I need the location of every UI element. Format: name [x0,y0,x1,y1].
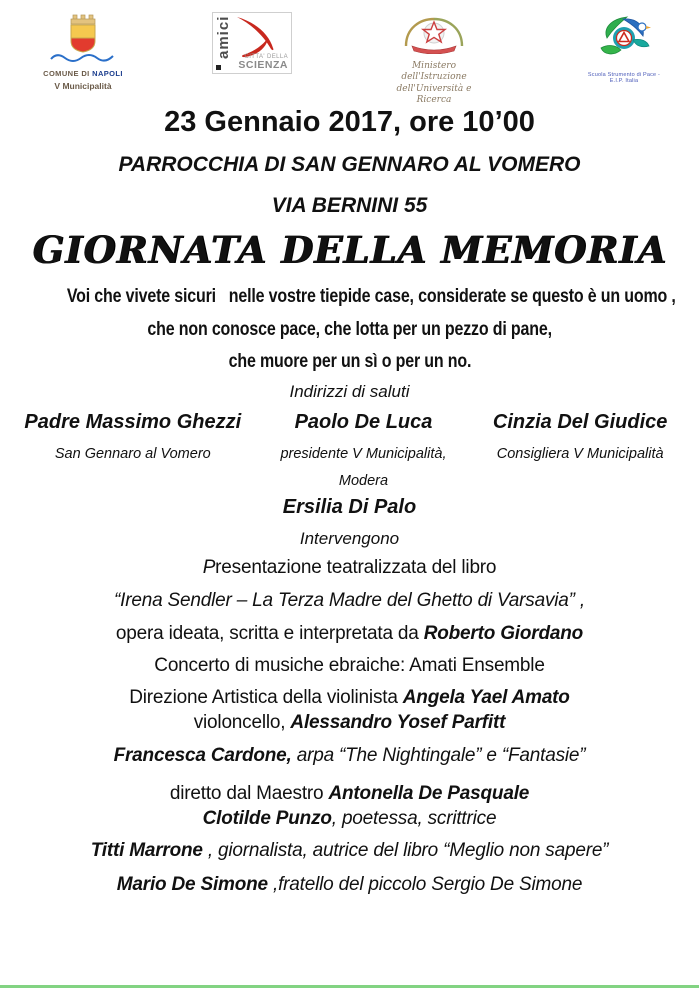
speaker-name-1: Padre Massimo Ghezzi [24,411,242,433]
program-line-direzione [0,687,699,709]
p11-name: Mario De Simone [116,874,273,895]
amici-vertical-label: amici [215,15,232,59]
program-line-opera [0,623,699,645]
program-line-fratello [0,874,699,896]
program-line-concerto: Concerto di musiche ebraiche: Amati Ensemble [154,655,545,676]
footer-accent-line [0,985,699,988]
p8-pre: diretto dal Maestro [169,783,329,804]
modera-spacer-right [461,473,699,489]
quote-line-2-text: che non conosce pace, che lotta per un pezzo di pane, [147,318,552,340]
speakers-roles-row [0,446,699,462]
program-line-presentazione [0,557,699,579]
modera-row [0,473,699,489]
quote-line-3-text: che muore per un sì o per un no. [228,350,471,372]
program-line-giornalista [0,840,699,862]
p8-name: Antonella De Pasquale [328,783,530,804]
saluti-heading: Indirizzi di saluti [289,382,410,401]
amici-citta-della-scienza-logo [212,12,292,74]
p6-name: Alessandro Yosef Parfitt [290,712,506,733]
amici-swoosh-icon [233,15,283,59]
p5-pre: Direzione Artistica della violinista [129,687,403,708]
ministero-text [382,61,486,106]
p5-name: Angela Yael Amato [402,687,570,708]
p9-name: Clotilde Punzo [202,808,332,829]
repubblica-emblem-icon [392,16,476,54]
speaker-role-2: presidente V Municipalità, [280,446,447,462]
modera-label: Modera [338,473,389,489]
program-heading: Intervengono [299,529,400,548]
amici-org-line2: SCIENZA [238,58,288,71]
p3-pre: opera ideata, scritta e interpretata da [115,623,424,644]
quote-line-3 [0,350,699,373]
amici-black-square [216,65,221,70]
p9-post: , poetessa, scrittrice [331,808,497,829]
p3-name: Roberto Giordano [423,623,584,644]
quote-line-1 [0,285,699,308]
modera-spacer-left [0,473,266,489]
program-line-book-title: “Irena Sendler – La Terza Madre del Ghetto di Varsavia” , [114,590,585,611]
p6-pre: violoncello, [193,712,291,733]
p1-initial: P [202,557,216,578]
speaker-name-2: Paolo De Luca [294,411,433,433]
program-line-poetessa [0,808,699,830]
p1-rest: resentazione teatralizzata del libro [215,557,497,578]
amici-org-label [238,54,288,71]
event-title: GIORNATA DELLA MEMORIA [32,228,667,272]
eip-logo [586,14,662,84]
ministero-line2: dell'Università e Ricerca [396,83,472,105]
p7-post: arpa “The Nightingale” e “Fantasie” [291,745,586,766]
p7-name: Francesca Cardone, [113,745,292,766]
quote-line-2 [0,318,699,341]
quote-line-1-text: Voi che vivete sicuri nelle vostre tiepide case, considerate se questo è un uomo , [66,285,676,307]
napoli-crest-icon [43,14,123,64]
p11-post: ,fratello del piccolo Sergio De Simone [273,874,583,895]
program-line-arpa [0,745,699,767]
comune-di-napoli-logo [40,14,126,91]
program-line-violoncello [0,712,699,734]
program-line-maestro [0,783,699,805]
ministero-logo [382,16,486,106]
p10-post: , giornalista, autrice del libro “Meglio non sapere” [207,840,609,861]
napoli-title-pre: COMUNE DI [43,69,93,78]
ministero-line1: Ministero dell'Istruzione [401,61,467,83]
speaker-role-3: Consigliera V Municipalità [496,446,664,462]
speakers-names-row [0,411,699,434]
speaker-name-3: Cinzia Del Giudice [492,411,668,433]
moderator-name: Ersilia Di Palo [282,496,417,518]
napoli-logo-subtitle: V Municipalità [54,81,112,91]
amici-org-line1: CITTA' DELLA [244,53,288,60]
event-venue: PARROCCHIA DI SAN GENNARO AL VOMERO [118,153,581,176]
eip-caption: Scuola Strumento di Pace - E.I.P. Italia [587,72,661,84]
event-datetime: 23 Gennaio 2017, ore 10’00 [164,106,535,138]
event-address: VIA BERNINI 55 [271,194,428,217]
p10-name: Titti Marrone [90,840,208,861]
eip-dove-icon [593,14,655,66]
napoli-title-main: NAPOLI [92,69,123,78]
napoli-logo-title [40,69,126,78]
speaker-role-1: San Gennaro al Vomero [54,446,211,462]
